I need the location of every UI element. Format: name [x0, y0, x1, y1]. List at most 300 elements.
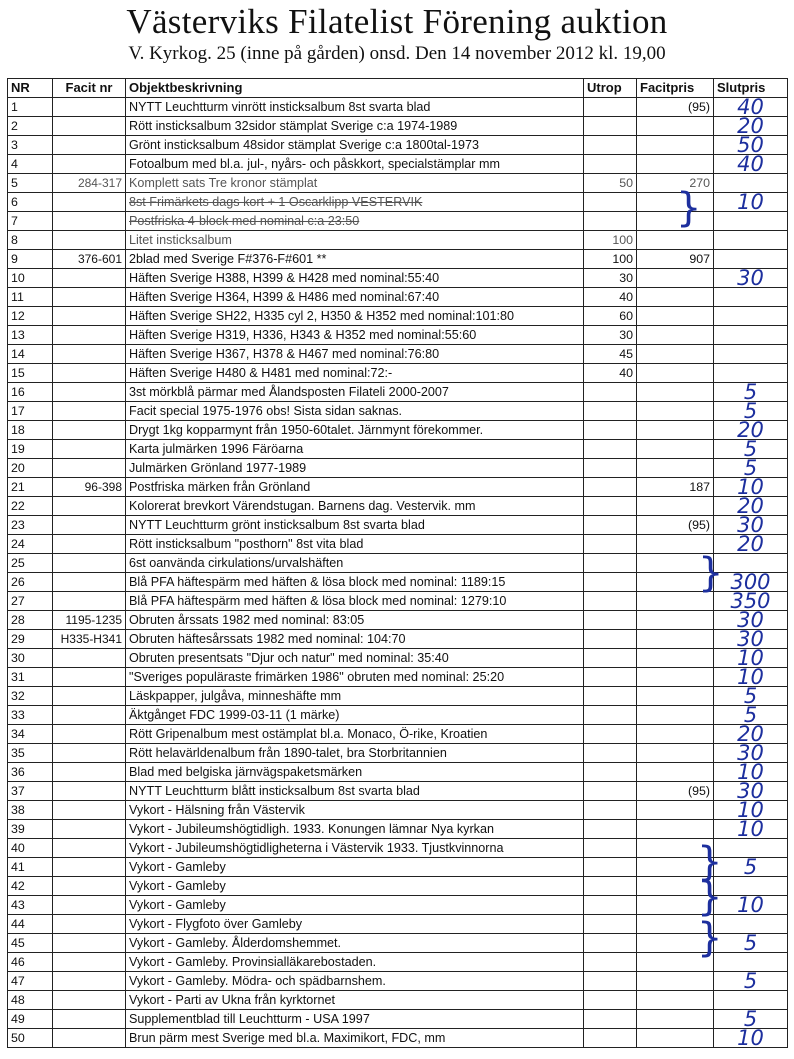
row-facitpris	[637, 820, 714, 839]
row-facitpris	[637, 649, 714, 668]
row-facit-nr: 376-601	[53, 250, 126, 269]
row-facit-nr	[53, 725, 126, 744]
column-header-nr: NR	[8, 79, 53, 98]
row-utrop	[584, 383, 637, 402]
row-facitpris	[637, 1010, 714, 1029]
row-facit-nr	[53, 364, 126, 383]
row-slutpris: 5	[714, 934, 788, 953]
row-description: Obruten häftesårssats 1982 med nominal: 104:70	[126, 630, 584, 649]
row-description: Vykort - Gamleby	[126, 896, 584, 915]
row-facitpris	[637, 212, 714, 231]
table-row	[8, 934, 788, 953]
row-description: NYTT Leuchtturm grönt insticksalbum 8st svarta blad	[126, 516, 584, 535]
row-facit-nr	[53, 1010, 126, 1029]
row-description: Häften Sverige SH22, H335 cyl 2, H350 & H352 med nominal:101:80	[126, 307, 584, 326]
row-nr: 32	[8, 687, 53, 706]
table-row	[8, 383, 788, 402]
row-nr: 4	[8, 155, 53, 174]
table-row	[8, 440, 788, 459]
row-slutpris: 10	[714, 193, 788, 212]
row-facit-nr	[53, 801, 126, 820]
table-row	[8, 535, 788, 554]
row-facit-nr	[53, 687, 126, 706]
row-facit-nr	[53, 193, 126, 212]
row-utrop: 30	[584, 269, 637, 288]
row-facitpris	[637, 706, 714, 725]
row-utrop	[584, 687, 637, 706]
row-slutpris: 20	[714, 535, 788, 554]
row-description: Obruten presentsats "Djur och natur" med nominal: 35:40	[126, 649, 584, 668]
row-nr: 46	[8, 953, 53, 972]
table-header-row	[8, 79, 788, 98]
row-facit-nr	[53, 98, 126, 117]
row-slutpris	[714, 231, 788, 250]
row-description: Litet insticksalbum	[126, 231, 584, 250]
column-header-facit-nr: Facit nr	[53, 79, 126, 98]
row-utrop	[584, 459, 637, 478]
row-facit-nr	[53, 649, 126, 668]
row-utrop	[584, 877, 637, 896]
row-slutpris: 10	[714, 478, 788, 497]
handwritten-brace: }	[698, 550, 724, 596]
row-nr: 40	[8, 839, 53, 858]
row-description: Rött Gripenalbum mest ostämplat bl.a. Monaco, Ö-rike, Kroatien	[126, 725, 584, 744]
row-nr: 38	[8, 801, 53, 820]
table-row	[8, 250, 788, 269]
row-utrop	[584, 117, 637, 136]
row-slutpris: 10	[714, 1029, 788, 1048]
row-utrop	[584, 782, 637, 801]
row-nr: 49	[8, 1010, 53, 1029]
row-utrop	[584, 440, 637, 459]
column-header-facitpris: Facitpris	[637, 79, 714, 98]
row-facit-nr	[53, 972, 126, 991]
row-description: NYTT Leuchtturm blått insticksalbum 8st svarta blad	[126, 782, 584, 801]
row-utrop: 45	[584, 345, 637, 364]
row-facitpris	[637, 497, 714, 516]
row-description: 8st Frimärkets dags kort + 1 Oscarklipp VESTERVIK	[126, 193, 584, 212]
row-utrop: 100	[584, 250, 637, 269]
row-slutpris: 20	[714, 421, 788, 440]
row-facit-nr	[53, 820, 126, 839]
row-facit-nr	[53, 440, 126, 459]
row-slutpris: 30	[714, 611, 788, 630]
table-row	[8, 364, 788, 383]
row-utrop	[584, 212, 637, 231]
table-row	[8, 269, 788, 288]
row-utrop	[584, 630, 637, 649]
table-row	[8, 345, 788, 364]
row-facitpris: (95)	[637, 98, 714, 117]
row-description: Facit special 1975-1976 obs! Sista sidan saknas.	[126, 402, 584, 421]
row-facit-nr	[53, 345, 126, 364]
row-slutpris	[714, 554, 788, 573]
row-facit-nr	[53, 592, 126, 611]
row-facit-nr	[53, 896, 126, 915]
table-row	[8, 402, 788, 421]
table-row	[8, 212, 788, 231]
row-utrop	[584, 801, 637, 820]
row-facit-nr	[53, 744, 126, 763]
table-row	[8, 155, 788, 174]
row-utrop	[584, 649, 637, 668]
row-facitpris: 907	[637, 250, 714, 269]
row-utrop: 30	[584, 326, 637, 345]
table-row	[8, 725, 788, 744]
row-facitpris	[637, 440, 714, 459]
row-facit-nr: 96-398	[53, 478, 126, 497]
row-nr: 12	[8, 307, 53, 326]
row-facitpris	[637, 345, 714, 364]
row-facit-nr	[53, 535, 126, 554]
row-utrop	[584, 991, 637, 1010]
row-utrop	[584, 554, 637, 573]
row-slutpris: 5	[714, 383, 788, 402]
row-slutpris: 10	[714, 763, 788, 782]
row-facitpris	[637, 801, 714, 820]
row-slutpris: 5	[714, 440, 788, 459]
row-facit-nr	[53, 288, 126, 307]
row-facitpris	[637, 269, 714, 288]
row-slutpris: 10	[714, 820, 788, 839]
row-slutpris: 10	[714, 801, 788, 820]
page-title: Västerviks Filatelist Förening auktion	[126, 2, 668, 41]
row-description: Postfriska märken från Grönland	[126, 478, 584, 497]
row-description: 6st oanvända cirkulations/urvalshäften	[126, 554, 584, 573]
row-slutpris: 40	[714, 98, 788, 117]
row-utrop	[584, 98, 637, 117]
row-description: Supplementblad till Leuchtturm - USA 1997	[126, 1010, 584, 1029]
row-facitpris	[637, 725, 714, 744]
row-slutpris	[714, 839, 788, 858]
row-slutpris	[714, 288, 788, 307]
row-utrop	[584, 1010, 637, 1029]
row-slutpris	[714, 364, 788, 383]
row-description: Vykort - Parti av Ukna från kyrktornet	[126, 991, 584, 1010]
row-utrop: 50	[584, 174, 637, 193]
row-facit-nr	[53, 858, 126, 877]
row-utrop	[584, 953, 637, 972]
row-nr: 6	[8, 193, 53, 212]
row-description: Postfriska 4-block med nominal c:a 23:50	[126, 212, 584, 231]
row-facitpris: (95)	[637, 782, 714, 801]
row-slutpris: 40	[714, 155, 788, 174]
row-facitpris	[637, 326, 714, 345]
table-row	[8, 573, 788, 592]
row-facit-nr	[53, 307, 126, 326]
row-description: Vykort - Gamleby. Mödra- och spädbarnshem.	[126, 972, 584, 991]
row-facitpris	[637, 972, 714, 991]
row-facit-nr	[53, 516, 126, 535]
row-facit-nr	[53, 155, 126, 174]
row-nr: 23	[8, 516, 53, 535]
row-slutpris: 50	[714, 136, 788, 155]
row-facitpris	[637, 117, 714, 136]
row-facit-nr	[53, 383, 126, 402]
row-nr: 37	[8, 782, 53, 801]
row-description: Häften Sverige H388, H399 & H428 med nominal:55:40	[126, 269, 584, 288]
row-slutpris	[714, 307, 788, 326]
row-facitpris	[637, 155, 714, 174]
row-facit-nr	[53, 1029, 126, 1048]
table-row	[8, 478, 788, 497]
row-slutpris: 350	[714, 592, 788, 611]
row-slutpris: 30	[714, 744, 788, 763]
row-nr: 47	[8, 972, 53, 991]
table-row	[8, 877, 788, 896]
row-nr: 39	[8, 820, 53, 839]
row-nr: 45	[8, 934, 53, 953]
table-row	[8, 649, 788, 668]
row-nr: 9	[8, 250, 53, 269]
row-facitpris	[637, 307, 714, 326]
row-facit-nr: 1195-1235	[53, 611, 126, 630]
row-slutpris: 300	[714, 573, 788, 592]
table-row	[8, 744, 788, 763]
row-utrop	[584, 706, 637, 725]
row-slutpris	[714, 174, 788, 193]
row-facitpris: 187	[637, 478, 714, 497]
row-facit-nr	[53, 668, 126, 687]
row-slutpris: 5	[714, 402, 788, 421]
table-row	[8, 668, 788, 687]
table-row	[8, 820, 788, 839]
row-description: Karta julmärken 1996 Färöarna	[126, 440, 584, 459]
row-description: Vykort - Flygfoto över Gamleby	[126, 915, 584, 934]
row-utrop	[584, 839, 637, 858]
row-utrop	[584, 611, 637, 630]
row-facitpris	[637, 668, 714, 687]
row-utrop	[584, 402, 637, 421]
row-description: Blad med belgiska järnvägspaketsmärken	[126, 763, 584, 782]
table-row	[8, 117, 788, 136]
row-description: Brun pärm mest Sverige med bl.a. Maximikort, FDC, mm	[126, 1029, 584, 1048]
row-nr: 26	[8, 573, 53, 592]
row-slutpris	[714, 212, 788, 231]
row-facit-nr	[53, 839, 126, 858]
table-row	[8, 630, 788, 649]
row-nr: 35	[8, 744, 53, 763]
row-facit-nr	[53, 117, 126, 136]
row-description: Blå PFA häftespärm med häften & lösa block med nominal: 1279:10	[126, 592, 584, 611]
row-description: Äktgånget FDC 1999-03-11 (1 märke)	[126, 706, 584, 725]
row-utrop	[584, 858, 637, 877]
table-row	[8, 991, 788, 1010]
table-row	[8, 953, 788, 972]
column-header-utrop: Utrop	[584, 79, 637, 98]
row-facitpris	[637, 288, 714, 307]
row-description: Häften Sverige H364, H399 & H486 med nominal:67:40	[126, 288, 584, 307]
handwritten-brace: }	[697, 839, 723, 885]
row-utrop	[584, 896, 637, 915]
row-slutpris: 5	[714, 459, 788, 478]
row-nr: 22	[8, 497, 53, 516]
table-row	[8, 516, 788, 535]
row-utrop: 40	[584, 364, 637, 383]
auction-table	[7, 78, 788, 1048]
row-slutpris: 5	[714, 687, 788, 706]
row-utrop	[584, 421, 637, 440]
row-utrop	[584, 915, 637, 934]
row-nr: 3	[8, 136, 53, 155]
row-nr: 16	[8, 383, 53, 402]
row-nr: 20	[8, 459, 53, 478]
row-slutpris: 30	[714, 269, 788, 288]
row-utrop	[584, 497, 637, 516]
table-row	[8, 288, 788, 307]
row-utrop	[584, 592, 637, 611]
row-utrop: 60	[584, 307, 637, 326]
row-utrop	[584, 725, 637, 744]
row-nr: 15	[8, 364, 53, 383]
row-facitpris	[637, 611, 714, 630]
row-slutpris: 5	[714, 858, 788, 877]
row-description: Häften Sverige H319, H336, H343 & H352 med nominal:55:60	[126, 326, 584, 345]
row-nr: 11	[8, 288, 53, 307]
row-description: Häften Sverige H367, H378 & H467 med nominal:76:80	[126, 345, 584, 364]
table-row	[8, 611, 788, 630]
row-description: Drygt 1kg kopparmynt från 1950-60talet. Järnmynt förekommer.	[126, 421, 584, 440]
row-nr: 50	[8, 1029, 53, 1048]
row-description: Fotoalbum med bl.a. jul-, nyårs- och påskkort, specialstämplar mm	[126, 155, 584, 174]
table-row	[8, 972, 788, 991]
row-description: 3st mörkblå pärmar med Ålandsposten Filateli 2000-2007	[126, 383, 584, 402]
column-header-slutpris: Slutpris	[714, 79, 788, 98]
table-row	[8, 326, 788, 345]
row-nr: 44	[8, 915, 53, 934]
row-description: Blå PFA häftespärm med häften & lösa block med nominal: 1189:15	[126, 573, 584, 592]
row-nr: 21	[8, 478, 53, 497]
table-row	[8, 706, 788, 725]
handwritten-brace: }	[697, 874, 723, 920]
table-row	[8, 136, 788, 155]
row-description: Kolorerat brevkort Värendstugan. Barnens dag. Vestervik. mm	[126, 497, 584, 516]
row-utrop: 100	[584, 231, 637, 250]
row-nr: 41	[8, 858, 53, 877]
table-row	[8, 839, 788, 858]
row-slutpris: 30	[714, 782, 788, 801]
row-slutpris: 30	[714, 516, 788, 535]
row-nr: 33	[8, 706, 53, 725]
row-facit-nr	[53, 782, 126, 801]
row-facit-nr	[53, 326, 126, 345]
row-facit-nr	[53, 915, 126, 934]
table-row	[8, 915, 788, 934]
row-utrop	[584, 478, 637, 497]
table-row	[8, 592, 788, 611]
table-row	[8, 231, 788, 250]
row-utrop	[584, 934, 637, 953]
row-facit-nr	[53, 573, 126, 592]
table-row	[8, 858, 788, 877]
row-facitpris: (95)	[637, 516, 714, 535]
row-facit-nr	[53, 991, 126, 1010]
row-description: Vykort - Jubileumshögtidligh. 1933. Konungen lämnar Nya kyrkan	[126, 820, 584, 839]
table-row	[8, 98, 788, 117]
row-slutpris: 30	[714, 630, 788, 649]
row-facitpris	[637, 687, 714, 706]
row-description: Vykort - Hälsning från Västervik	[126, 801, 584, 820]
row-facitpris: 270	[637, 174, 714, 193]
row-facitpris	[637, 630, 714, 649]
row-facit-nr: 284-317	[53, 174, 126, 193]
row-facit-nr	[53, 421, 126, 440]
row-slutpris: 20	[714, 117, 788, 136]
row-nr: 18	[8, 421, 53, 440]
row-facit-nr	[53, 212, 126, 231]
row-nr: 2	[8, 117, 53, 136]
row-description: Komplett sats Tre kronor stämplat	[126, 174, 584, 193]
table-row	[8, 763, 788, 782]
row-description: 2blad med Sverige F#376-F#601 **	[126, 250, 584, 269]
row-nr: 8	[8, 231, 53, 250]
row-nr: 19	[8, 440, 53, 459]
table-row	[8, 497, 788, 516]
row-nr: 30	[8, 649, 53, 668]
row-slutpris	[714, 877, 788, 896]
row-nr: 24	[8, 535, 53, 554]
row-nr: 10	[8, 269, 53, 288]
row-slutpris: 5	[714, 972, 788, 991]
row-utrop	[584, 193, 637, 212]
table-row	[8, 193, 788, 212]
row-nr: 31	[8, 668, 53, 687]
row-nr: 43	[8, 896, 53, 915]
row-description: Obruten årssats 1982 med nominal: 83:05	[126, 611, 584, 630]
table-row	[8, 896, 788, 915]
row-slutpris: 5	[714, 706, 788, 725]
row-description: Häften Sverige H480 & H481 med nominal:72:-	[126, 364, 584, 383]
table-row	[8, 307, 788, 326]
row-description: Vykort - Gamleby. Provinsialläkarebostaden.	[126, 953, 584, 972]
table-row	[8, 1029, 788, 1048]
handwritten-brace: }	[676, 185, 702, 231]
row-nr: 42	[8, 877, 53, 896]
row-facit-nr	[53, 706, 126, 725]
table-row	[8, 801, 788, 820]
row-facit-nr	[53, 554, 126, 573]
row-nr: 14	[8, 345, 53, 364]
row-nr: 48	[8, 991, 53, 1010]
row-facit-nr	[53, 402, 126, 421]
row-utrop	[584, 535, 637, 554]
row-facit-nr	[53, 763, 126, 782]
row-utrop	[584, 516, 637, 535]
row-utrop	[584, 1029, 637, 1048]
row-slutpris	[714, 953, 788, 972]
row-description: Vykort - Jubileumshögtidligheterna i Västervik 1933. Tjustkvinnorna	[126, 839, 584, 858]
row-facitpris	[637, 991, 714, 1010]
table-row	[8, 459, 788, 478]
row-nr: 1	[8, 98, 53, 117]
page-subtitle: V. Kyrkog. 25 (inne på gården) onsd. Den 14 november 2012 kl. 19,00	[128, 43, 666, 64]
row-slutpris: 10	[714, 649, 788, 668]
row-facitpris	[637, 383, 714, 402]
row-utrop	[584, 820, 637, 839]
row-utrop	[584, 763, 637, 782]
row-description: "Sveriges populäraste frimärken 1986" obruten med nominal: 25:20	[126, 668, 584, 687]
row-description: NYTT Leuchtturm vinrött insticksalbum 8st svarta blad	[126, 98, 584, 117]
row-facitpris	[637, 1029, 714, 1048]
table-row	[8, 174, 788, 193]
row-description: Vykort - Gamleby	[126, 858, 584, 877]
row-facitpris	[637, 193, 714, 212]
column-header-objektbeskrivning: Objektbeskrivning	[126, 79, 584, 98]
row-slutpris: 10	[714, 896, 788, 915]
table-row	[8, 1010, 788, 1029]
row-nr: 7	[8, 212, 53, 231]
handwritten-brace: }	[697, 915, 723, 961]
